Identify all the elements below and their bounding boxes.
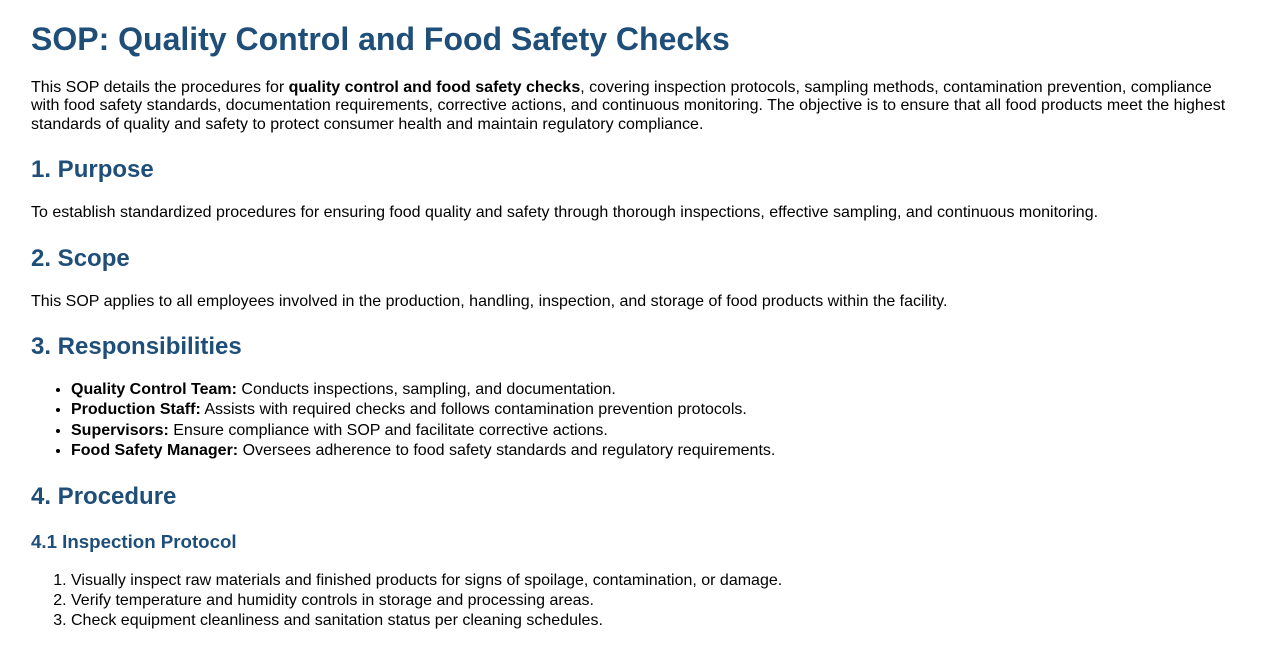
intro-text-suffix: , covering inspection protocols, sampling methods, contamination prevention, compliance with food safety standards, documentation requirements, corrective actions, and continuous monitoring. The objective is to ensure that all food products meet the highest standards of quality and safety to protect consumer health and maintain regulatory compliance. <box>31 79 1226 133</box>
responsibility-role-label: Supervisors: <box>71 421 169 439</box>
scope-heading: 2. Scope <box>31 244 130 272</box>
list-item: 1. Visually inspect raw materials and finished products for signs of spoilage, contamination, or damage. <box>71 572 1232 590</box>
list-item <box>71 401 1232 419</box>
responsibility-description: Oversees adherence to food safety standards and regulatory requirements. <box>238 442 776 460</box>
inspection-protocol-steps <box>31 572 1232 631</box>
intro-text-bold: quality control and food safety checks <box>288 79 581 96</box>
page-title: SOP: Quality Control and Food Safety Checks <box>31 21 730 57</box>
responsibility-description: Ensure compliance with SOP and facilitate corrective actions. <box>168 421 608 439</box>
scope-paragraph: This SOP applies to all employees involved in the production, handling, inspection, and storage of food products within the facility. <box>31 292 948 310</box>
purpose-heading: 1. Purpose <box>31 156 154 184</box>
responsibility-description: Assists with required checks and follows contamination prevention protocols. <box>200 401 747 419</box>
responsibility-description: Conducts inspections, sampling, and documentation. <box>236 380 616 398</box>
responsibility-role-label: Production Staff: <box>71 401 201 419</box>
list-item <box>71 422 1232 440</box>
list-item: 2. Verify temperature and humidity controls in storage and processing areas. <box>71 592 1232 610</box>
list-item <box>71 381 1232 399</box>
responsibility-role-label: Quality Control Team: <box>71 380 237 398</box>
responsibilities-heading: 3. Responsibilities <box>31 332 242 360</box>
list-item <box>71 442 1232 460</box>
list-item: 3. Check equipment cleanliness and sanitation status per cleaning schedules. <box>71 612 1232 630</box>
section-scope <box>31 245 1232 311</box>
responsibility-role-label: Food Safety Manager: <box>71 442 239 460</box>
section-purpose <box>31 156 1232 222</box>
section-procedure <box>31 483 1232 631</box>
procedure-heading: 4. Procedure <box>31 482 177 510</box>
responsibilities-list <box>31 381 1232 461</box>
sop-document <box>31 21 1232 631</box>
section-responsibilities <box>31 333 1232 461</box>
inspection-protocol-heading: 4.1 Inspection Protocol <box>31 530 237 552</box>
intro-text-prefix: This SOP details the procedures for <box>31 79 289 96</box>
intro-paragraph <box>31 79 1232 134</box>
purpose-paragraph: To establish standardized procedures for ensuring food quality and safety through thorough inspections, effective sampling, and continuous monitoring. <box>31 204 1099 222</box>
